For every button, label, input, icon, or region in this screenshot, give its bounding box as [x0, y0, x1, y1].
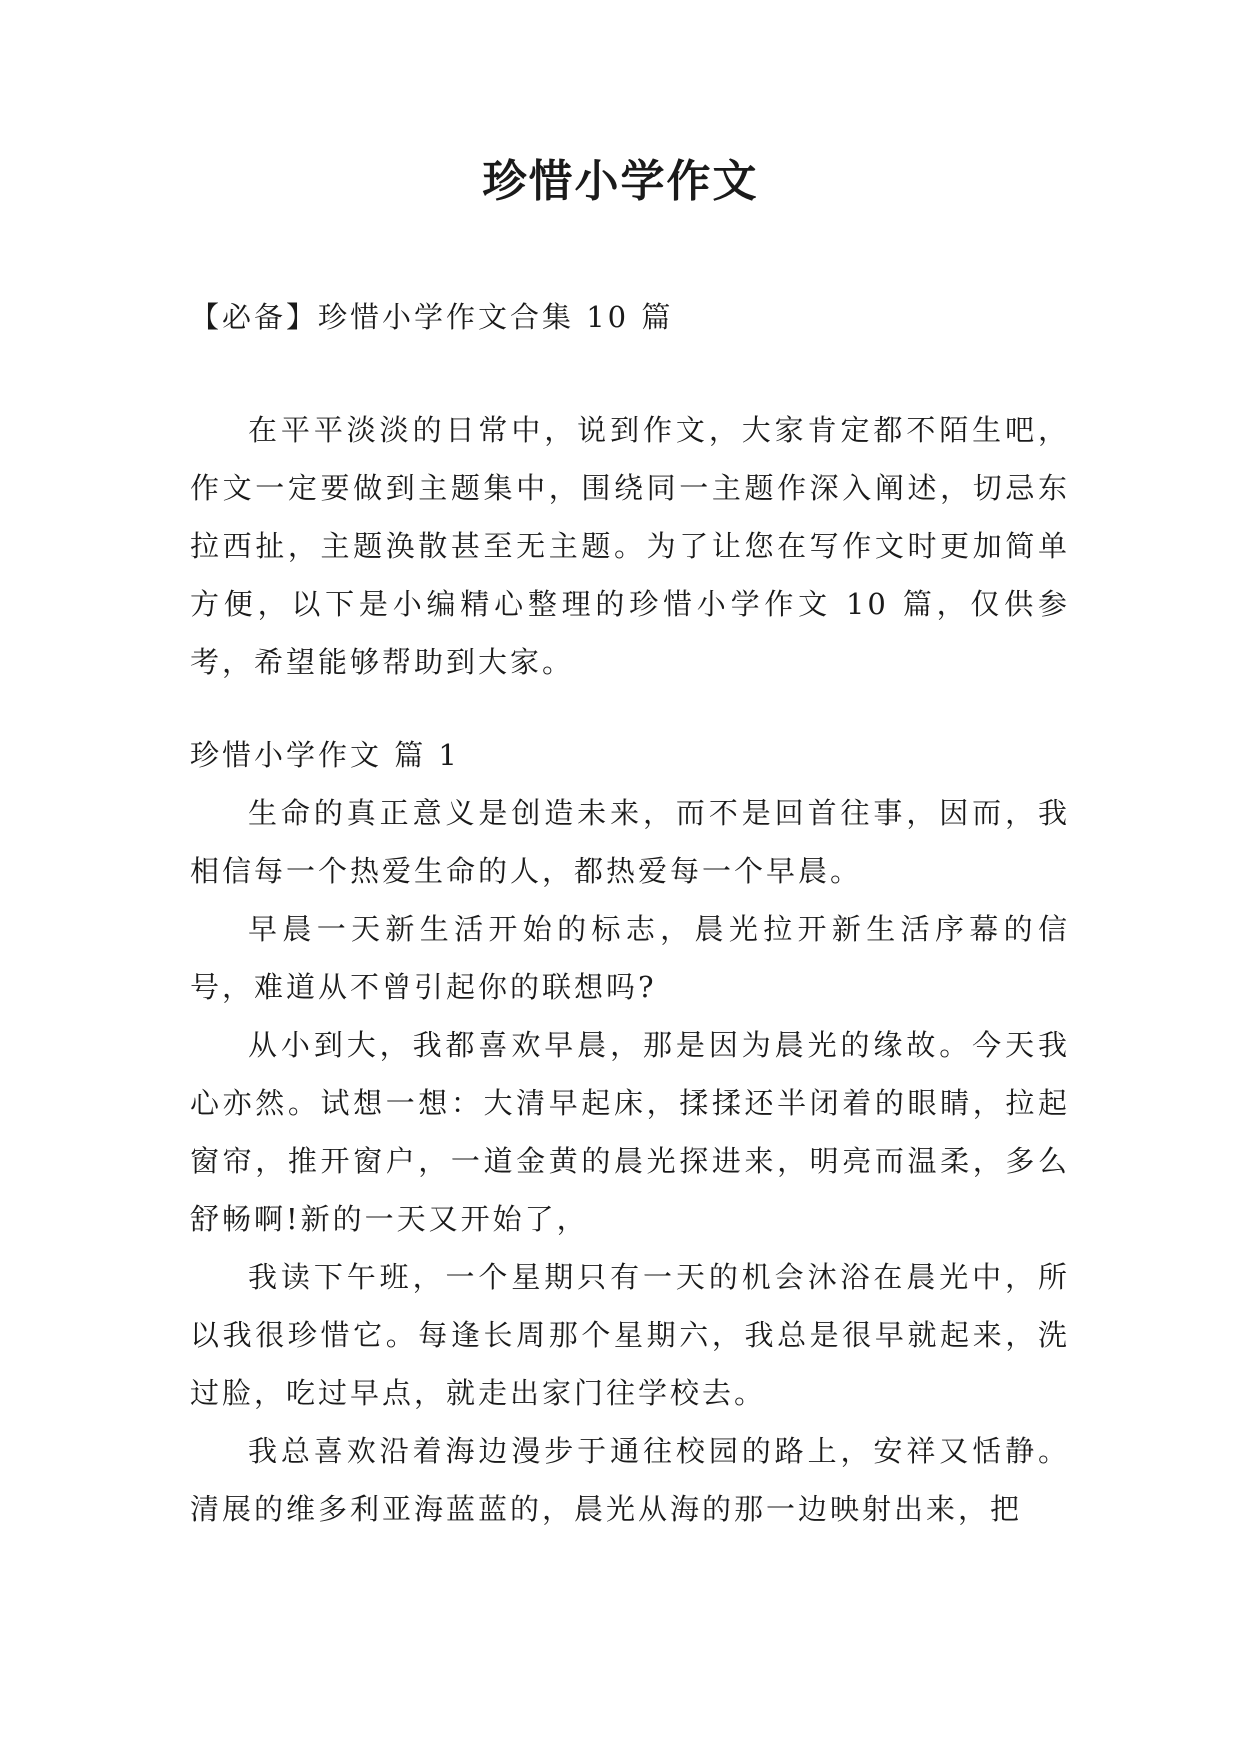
document-body: [190, 288, 1070, 1538]
intro-paragraph: 在平平淡淡的日常中，说到作文，大家肯定都不陌生吧，作文一定要做到主题集中，围绕同一主题作深入阐述，切忌东拉西扯，主题涣散甚至无主题。为了让您在写作文时更加简单方便，以下是小编精心整理的珍惜小学作文 10 篇，仅供参考，希望能够帮助到大家。: [190, 413, 1070, 679]
body-paragraph: 早晨一天新生活开始的标志，晨光拉开新生活序幕的信号，难道从不曾引起你的联想吗?: [190, 912, 1070, 1004]
section-title: 珍惜小学作文 篇 1: [190, 738, 460, 772]
body-paragraph: 我总喜欢沿着海边漫步于通往校园的路上，安祥又恬静。清展的维多利亚海蓝蓝的，晨光从海的那一边映射出来，把: [190, 1434, 1070, 1526]
body-paragraph: 生命的真正意义是创造未来，而不是回首往事，因而，我相信每一个热爱生命的人，都热爱每一个早晨。: [190, 796, 1070, 888]
body-paragraph: 从小到大，我都喜欢早晨，那是因为晨光的缘故。今天我心亦然。试想一想：大清早起床，揉揉还半闭着的眼睛，拉起窗帘，推开窗户，一道金黄的晨光探进来，明亮而温柔，多么舒畅啊!新的一天又开始了，: [190, 1028, 1070, 1236]
document-subtitle: 【必备】珍惜小学作文合集 10 篇: [190, 300, 674, 334]
body-paragraph: 我读下午班，一个星期只有一天的机会沐浴在晨光中，所以我很珍惜它。每逢长周那个星期六，我总是很早就起来，洗过脸，吃过早点，就走出家门往学校去。: [190, 1260, 1070, 1410]
document-title: 珍惜小学作文: [482, 156, 759, 207]
